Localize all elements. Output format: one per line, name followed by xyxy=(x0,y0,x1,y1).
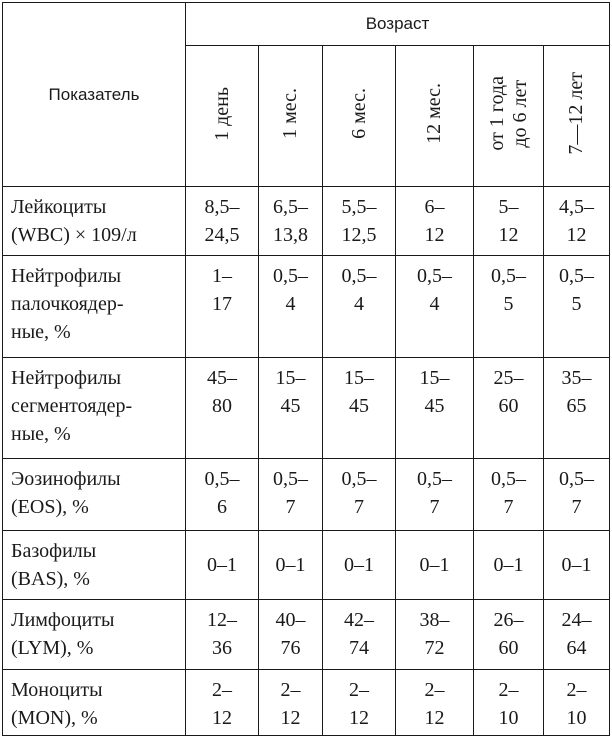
table-row xyxy=(3,187,610,256)
value-cell: 0,5– 4 xyxy=(396,256,474,358)
value-cell: 0,5– 5 xyxy=(544,256,610,358)
value-cell: 0–1 xyxy=(544,531,610,600)
value-cell: 35– 65 xyxy=(544,358,610,459)
value-cell: 1– 17 xyxy=(186,256,259,358)
value-cell: 0–1 xyxy=(474,531,544,600)
value-cell: 2– 10 xyxy=(544,670,610,736)
table-row xyxy=(3,531,610,600)
value-cell: 0,5– 4 xyxy=(323,256,396,358)
age-column-header: от 1 года до 6 лет xyxy=(474,46,544,187)
age-column-header: 12 мес. xyxy=(396,46,474,187)
value-cell: 0,5– 7 xyxy=(259,459,323,531)
value-cell: 8,5– 24,5 xyxy=(186,187,259,256)
value-cell: 0,5– 7 xyxy=(396,459,474,531)
value-cell: 0–1 xyxy=(323,531,396,600)
value-cell: 0–1 xyxy=(396,531,474,600)
value-cell: 2– 10 xyxy=(474,670,544,736)
value-cell: 26– 60 xyxy=(474,600,544,670)
value-cell: 2– 12 xyxy=(259,670,323,736)
value-cell: 2– 12 xyxy=(186,670,259,736)
table-row xyxy=(3,459,610,531)
row-label: Нейтрофилы палочкоядер- ные, % xyxy=(3,256,186,358)
header-parameter: Показатель xyxy=(3,3,186,187)
value-cell: 2– 12 xyxy=(396,670,474,736)
value-cell: 0,5– 5 xyxy=(474,256,544,358)
age-column-header: 1 день xyxy=(186,46,259,187)
row-label: Лимфоциты (LYM), % xyxy=(3,600,186,670)
row-label: Нейтрофилы сегментоядер- ные, % xyxy=(3,358,186,459)
value-cell: 0,5– 6 xyxy=(186,459,259,531)
value-cell: 0,5– 7 xyxy=(544,459,610,531)
header-age-group: Возраст xyxy=(186,3,610,46)
value-cell: 5,5– 12,5 xyxy=(323,187,396,256)
value-cell: 0–1 xyxy=(186,531,259,600)
table-row xyxy=(3,670,610,736)
value-cell: 0,5– 4 xyxy=(259,256,323,358)
value-cell: 4,5– 12 xyxy=(544,187,610,256)
reference-table xyxy=(2,2,610,736)
row-label: Моноциты (MON), % xyxy=(3,670,186,736)
value-cell: 6,5– 13,8 xyxy=(259,187,323,256)
value-cell: 24– 64 xyxy=(544,600,610,670)
value-cell: 38– 72 xyxy=(396,600,474,670)
value-cell: 6– 12 xyxy=(396,187,474,256)
row-label: Эозинофилы (EOS), % xyxy=(3,459,186,531)
table-row xyxy=(3,600,610,670)
value-cell: 42– 74 xyxy=(323,600,396,670)
table-row xyxy=(3,256,610,358)
value-cell: 12– 36 xyxy=(186,600,259,670)
value-cell: 2– 12 xyxy=(323,670,396,736)
age-column-header: 6 мес. xyxy=(323,46,396,187)
value-cell: 0,5– 7 xyxy=(474,459,544,531)
table-row xyxy=(3,358,610,459)
value-cell: 0,5– 7 xyxy=(323,459,396,531)
value-cell: 0–1 xyxy=(259,531,323,600)
row-label: Базофилы (BAS), % xyxy=(3,531,186,600)
value-cell: 15– 45 xyxy=(323,358,396,459)
value-cell: 15– 45 xyxy=(396,358,474,459)
row-label: Лейкоциты (WBC) × 109/л xyxy=(3,187,186,256)
value-cell: 5– 12 xyxy=(474,187,544,256)
value-cell: 40– 76 xyxy=(259,600,323,670)
age-column-header: 1 мес. xyxy=(259,46,323,187)
age-column-header: 7—12 лет xyxy=(544,46,610,187)
value-cell: 45– 80 xyxy=(186,358,259,459)
value-cell: 15– 45 xyxy=(259,358,323,459)
value-cell: 25– 60 xyxy=(474,358,544,459)
